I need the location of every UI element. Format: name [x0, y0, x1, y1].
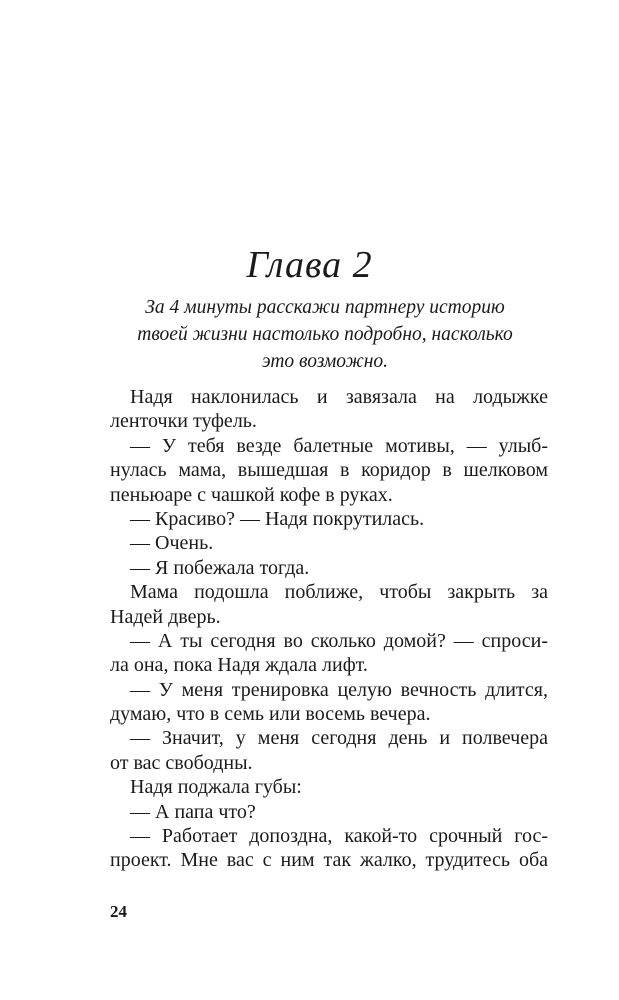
- text-line: — Работает допоздна, какой-то срочный гос-: [130, 825, 548, 848]
- text-line: — У меня тренировка целую вечность длится,: [130, 678, 548, 701]
- epigraph-line: твоей жизни настолько подробно, насколько: [137, 324, 513, 345]
- epigraph-line: это возможно.: [261, 351, 389, 372]
- text-line: пеньюаре с чашкой кофе в руках.: [110, 483, 393, 506]
- text-line: — Очень.: [130, 532, 214, 555]
- text-line: — Значит, у меня сегодня день и полвечера: [130, 727, 548, 750]
- text-line: — А папа что?: [130, 800, 256, 823]
- text-line: думаю, что в семь или восемь вечера.: [110, 703, 431, 726]
- text-line: — А ты сегодня во сколько домой? — спроси-: [130, 629, 548, 652]
- text-line: ла она, пока Надя ждала лифт.: [110, 654, 368, 677]
- chapter-title: Глава 2: [246, 244, 373, 286]
- text-line: от вас свободны.: [110, 751, 253, 774]
- text-line: Надя поджала губы:: [130, 776, 302, 799]
- text-line: ленточки туфель.: [110, 410, 257, 433]
- epigraph: [110, 294, 540, 375]
- text-line: Надей дверь.: [110, 605, 221, 628]
- text-line: Мама подошла поближе, чтобы закрыть за: [130, 581, 548, 604]
- page-number: 24: [110, 902, 127, 921]
- epigraph-line: За 4 минуты расскажи партнеру историю: [145, 297, 505, 318]
- body-text: [110, 385, 548, 873]
- text-line: Надя наклонилась и завязала на лодыжке: [130, 386, 548, 408]
- text-line: — У тебя везде балетные мотивы, — улыб-: [130, 434, 548, 457]
- text-line: — Красиво? — Надя покрутилась.: [130, 507, 425, 530]
- text-line: — Я побежала тогда.: [130, 556, 310, 579]
- text-line: проект. Мне вас с ним так жалко, трудитесь оба: [110, 849, 548, 872]
- text-line: нулась мама, вышедшая в коридор в шелковом: [110, 459, 548, 482]
